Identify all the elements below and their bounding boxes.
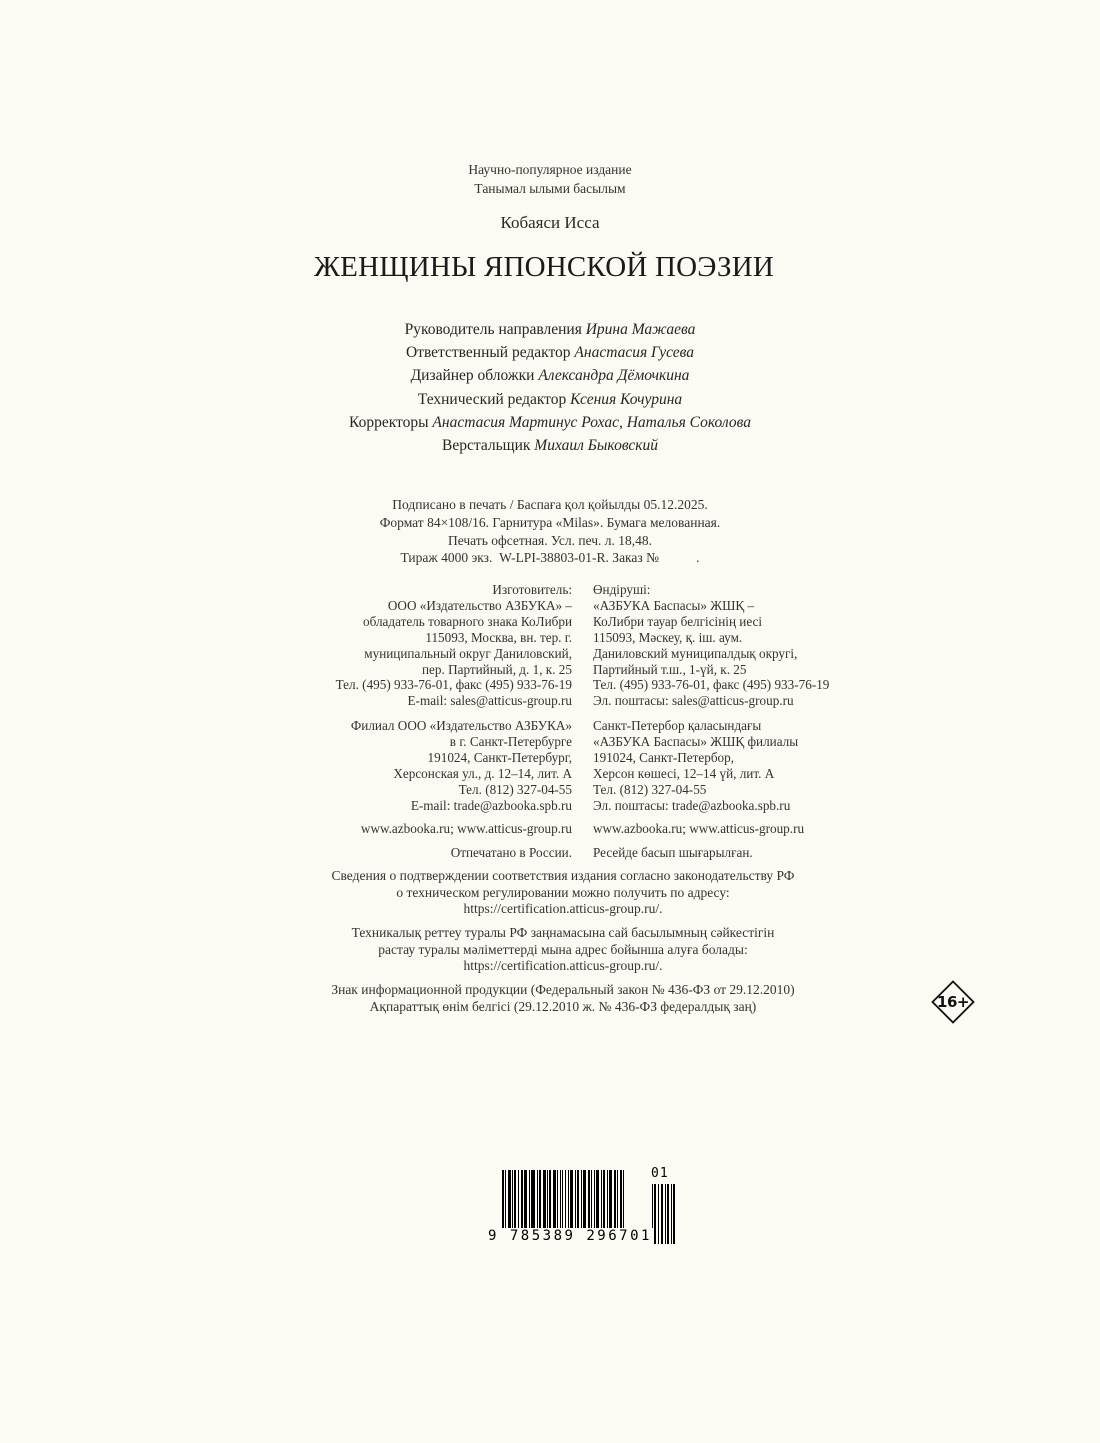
credit-line	[0, 318, 1100, 341]
credit-name: Ирина Мажаева	[585, 321, 696, 338]
branch-ru	[351, 718, 572, 813]
branch-ru-line: Филиал ООО «Издательство АЗБУКА»	[350, 718, 572, 733]
credit-role: Дизайнер обложки	[410, 367, 535, 385]
manufacturer-ru-line: ООО «Издательство АЗБУКА» –	[387, 597, 572, 613]
manufacturer-ru-line: пер. Партийный, д. 1, к. 25	[421, 661, 572, 677]
author-name: Кобаяси Исса	[500, 213, 600, 232]
credit-role: Технический редактор	[417, 390, 567, 408]
branch-ru-line: 191024, Санкт-Петербург,	[427, 749, 572, 765]
manufacturer-ru-line: 115093, Москва, вн. тер. г.	[425, 629, 572, 645]
signed-to-print: Подписано в печать / Баспаға қол қойылды 05.12.2025.	[392, 497, 708, 512]
edition-type-kz: Танымал ылыми басылым	[474, 181, 626, 196]
branch-kz-line: Санкт-Петербор қаласындағы	[593, 718, 762, 733]
printed-in-kz: Ресейде басып шығарылған.	[593, 845, 753, 860]
branch-kz-line: Херсон көшесі, 12–14 үй, лит. А	[593, 765, 775, 781]
credit-name: Александра Дёмочкина	[538, 367, 690, 385]
manufacturer-kz-line: Даниловский муниципалдық округі,	[593, 645, 798, 661]
credit-role: Ответственный редактор	[405, 344, 571, 362]
credits-list	[0, 318, 1100, 457]
branch-kz-email: Эл. поштасы: trade@azbooka.spb.ru	[593, 797, 791, 813]
certification-kz-line: растау туралы мәліметтерді мына адрес бойынша алуға болады:	[378, 941, 748, 957]
branch-ru-phone: Тел. (812) 327-04-55	[458, 781, 572, 797]
manufacturer-kz-line: КоЛибри тауар белгісінің иесі	[593, 613, 763, 629]
credit-line	[0, 388, 1100, 411]
info-sign-ru: Знак информационной продукции (Федеральный закон № 436-ФЗ от 29.12.2010)	[331, 982, 795, 997]
age-rating-badge	[931, 980, 975, 1024]
printing-details	[0, 496, 1100, 567]
manufacturer-kz-line: Партийный т.ш., 1-үй, к. 25	[593, 661, 747, 677]
certification-kz	[13, 925, 1100, 975]
manufacturer-ru-phone: Тел. (495) 933-76-01, факс (495) 933-76-19	[335, 677, 572, 693]
branch-kz-phone: Тел. (812) 327-04-55	[593, 781, 707, 797]
branch-kz-line: 191024, Санкт-Петербор,	[593, 749, 735, 765]
book-title: ЖЕНЩИНЫ ЯПОНСКОЙ ПОЭЗИИ	[314, 251, 774, 283]
websites-ru: www.azbooka.ru; www.atticus-group.ru	[360, 821, 572, 836]
manufacturer-ru	[336, 582, 572, 709]
format-info: Формат 84×108/16. Гарнитура «Milas». Бумага мелованная.	[379, 514, 721, 530]
branch-ru-email: E-mail: trade@azbooka.spb.ru	[410, 797, 572, 813]
credit-role: Корректоры	[349, 413, 429, 431]
credit-line	[0, 411, 1100, 434]
credit-line	[0, 364, 1100, 387]
print-run: Тираж 4000 экз. W-LPI-38803-01-R. Заказ № .	[400, 550, 700, 566]
credit-name: Ксения Кочурина	[570, 390, 683, 408]
branch-ru-line: Херсонская ул., д. 12–14, лит. А	[393, 765, 572, 781]
websites-kz: www.azbooka.ru; www.atticus-group.ru	[593, 821, 805, 836]
manufacturer-kz-email: Эл. поштасы: sales@atticus-group.ru	[593, 693, 794, 709]
credit-line	[0, 434, 1100, 457]
credit-name: Анастасия Гусева	[574, 344, 695, 362]
edition-type-ru: Научно-популярное издание	[468, 162, 632, 177]
credit-name: Михаил Быковский	[534, 437, 658, 455]
certification-ru-line: о техническом регулировании можно получить по адресу:	[396, 884, 730, 900]
manufacturer-ru-email: E-mail: sales@atticus-group.ru	[407, 693, 572, 709]
certification-ru-url: https://certification.atticus-group.ru/.	[463, 901, 663, 916]
barcode-addon-digits: 01	[651, 1166, 669, 1181]
manufacturer-kz-label: Өндіруші:	[593, 582, 651, 597]
credit-name: Анастасия Мартинус Рохас, Наталья Соколова	[432, 413, 751, 431]
certification-kz-url: https://certification.atticus-group.ru/.	[463, 958, 663, 973]
credit-line	[0, 341, 1100, 364]
credit-role: Верстальщик	[442, 437, 531, 455]
branch-kz-line: «АЗБУКА Баспасы» ЖШҚ филиалы	[593, 733, 799, 749]
branch-kz	[593, 718, 798, 813]
certification-ru-line: Сведения о подтверждении соответствия издания согласно законодательству РФ	[331, 868, 795, 883]
manufacturer-kz	[593, 582, 829, 709]
barcode-digits: 9 785389 296701	[488, 1228, 652, 1244]
branch-ru-line: в г. Санкт-Петербурге	[449, 733, 572, 749]
info-sign-kz: Ақпараттық өнім белгісі (29.12.2010 ж. № 436-ФЗ федералдық заң)	[369, 998, 757, 1014]
isbn-barcode	[488, 1168, 678, 1246]
credit-role: Руководитель направления	[404, 321, 582, 338]
certification-ru	[13, 868, 1100, 918]
printed-in-ru: Отпечатано в России.	[450, 845, 572, 860]
manufacturer-ru-line: обладатель товарного знака КоЛибри	[362, 613, 572, 629]
certification-kz-line: Техникалық реттеу туралы РФ заңнамасына сай басылымның сәйкестігін	[351, 925, 775, 940]
manufacturer-kz-phone: Тел. (495) 933-76-01, факс (495) 933-76-19	[593, 677, 830, 693]
manufacturer-ru-line: муниципальный округ Даниловский,	[364, 645, 572, 661]
age-rating-label: 16+	[937, 993, 969, 1011]
print-method: Печать офсетная. Усл. печ. л. 18,48.	[447, 532, 653, 548]
manufacturer-kz-line: 115093, Мәскеу, қ. іш. аум.	[593, 629, 743, 645]
edition-type	[0, 160, 1100, 198]
manufacturer-kz-line: «АЗБУКА Баспасы» ЖШҚ –	[593, 597, 755, 613]
manufacturer-ru-label: Изготовитель:	[492, 582, 572, 597]
